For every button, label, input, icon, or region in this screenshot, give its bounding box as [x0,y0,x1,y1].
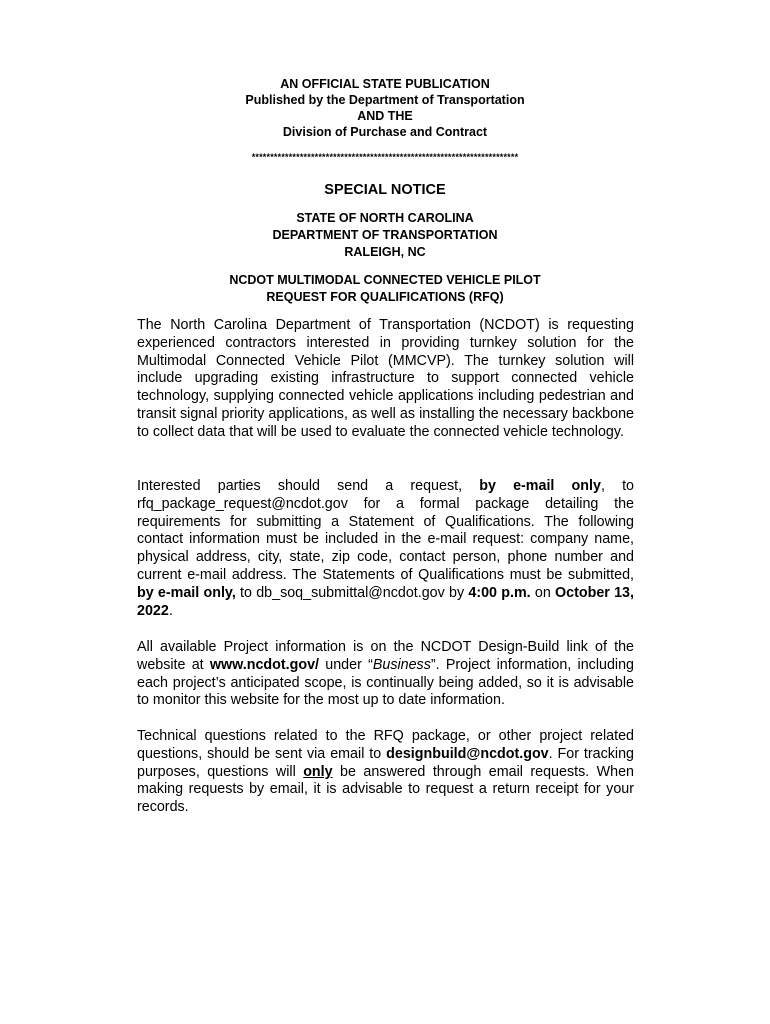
p4-bold-email: designbuild@ncdot.gov [386,745,549,762]
p3-text-2: under “ [319,656,373,673]
p2-text-3: to db_soq_submittal@ncdot.gov by [235,584,469,601]
header-line-4: Division of Purchase and Contract [282,125,488,139]
p3-website-link: www.ncdot.gov/ [209,656,319,673]
p2-bold-email-only: by e-mail only [479,478,601,494]
p2-bold-email-only-2: by e-mail only, [137,584,236,601]
paragraph-intro-text: The North Carolina Department of Transportation (NCDOT) is requesting experienced contractors interested in providing turnkey solution for the Multimodal Connected Vehicle Pilot (MMCVP). The turnkey solution will include upgrading existing infrastructure to support connected vehicle technology, supplying connected vehicle applications including pedestrian and transit signal priority applications, as well as installing the necessary backbone to collect data that will be used to evaluate the connected vehicle technology. [137,317,634,440]
p2-text-2: , to rfq_package_request@ncdot.gov for a formal package detailing the requirements for submitting a Statement of Qualifications. The following contact information must be included in the e-mail request: company name, physical address, city, state, zip code, contact person, phone number and current e-mail address. The Statements of Qualifications must be submitted, [137,478,634,583]
agency-line-1: STATE OF NORTH CAROLINA [296,211,474,225]
paragraph-technical-questions [137,728,634,817]
p2-bold-date: October 13, 2022 [137,584,634,619]
p2-text-1: Interested parties should send a request, [137,478,480,494]
p4-text-1: Technical questions related to the RFQ package, or other project related questions, should be sent via email to [137,728,634,762]
p3-text-3: ”. Project information, including each project’s anticipated scope, is continually being added, so it is advisable to monitor this website for the most up to date information. [137,656,634,709]
project-title-line-2: REQUEST FOR QUALIFICATIONS (RFQ) [266,290,504,304]
p3-text-1: All available Project information is on the NCDOT Design-Build link of the website at [137,639,634,673]
header-line-2: Published by the Department of Transportation [245,93,525,107]
separator-line: ************************************************************************ [251,152,519,162]
agency-line-3: RALEIGH, NC [344,245,426,259]
header-line-1: AN OFFICIAL STATE PUBLICATION [280,77,490,91]
paragraph-project-info [137,639,634,710]
p2-text-4: on [530,584,556,601]
p4-text-2: . For tracking purposes, questions will [137,745,634,780]
paragraph-request-instructions [137,478,634,620]
p2-bold-time: 4:00 p.m. [468,584,531,601]
special-notice-title: SPECIAL NOTICE [324,182,446,198]
p2-text-5: . [168,602,173,619]
agency-line-2: DEPARTMENT OF TRANSPORTATION [272,228,498,242]
p4-text-3: be answered through email requests. When making requests by email, it is advisable to request a return receipt for your records. [137,763,634,816]
p4-underline-only: only [303,763,333,780]
p3-italic-business: Business [372,656,431,673]
header-line-3: AND THE [357,109,413,123]
paragraph-intro [137,317,634,442]
project-title-line-1: NCDOT MULTIMODAL CONNECTED VEHICLE PILOT [229,273,541,287]
